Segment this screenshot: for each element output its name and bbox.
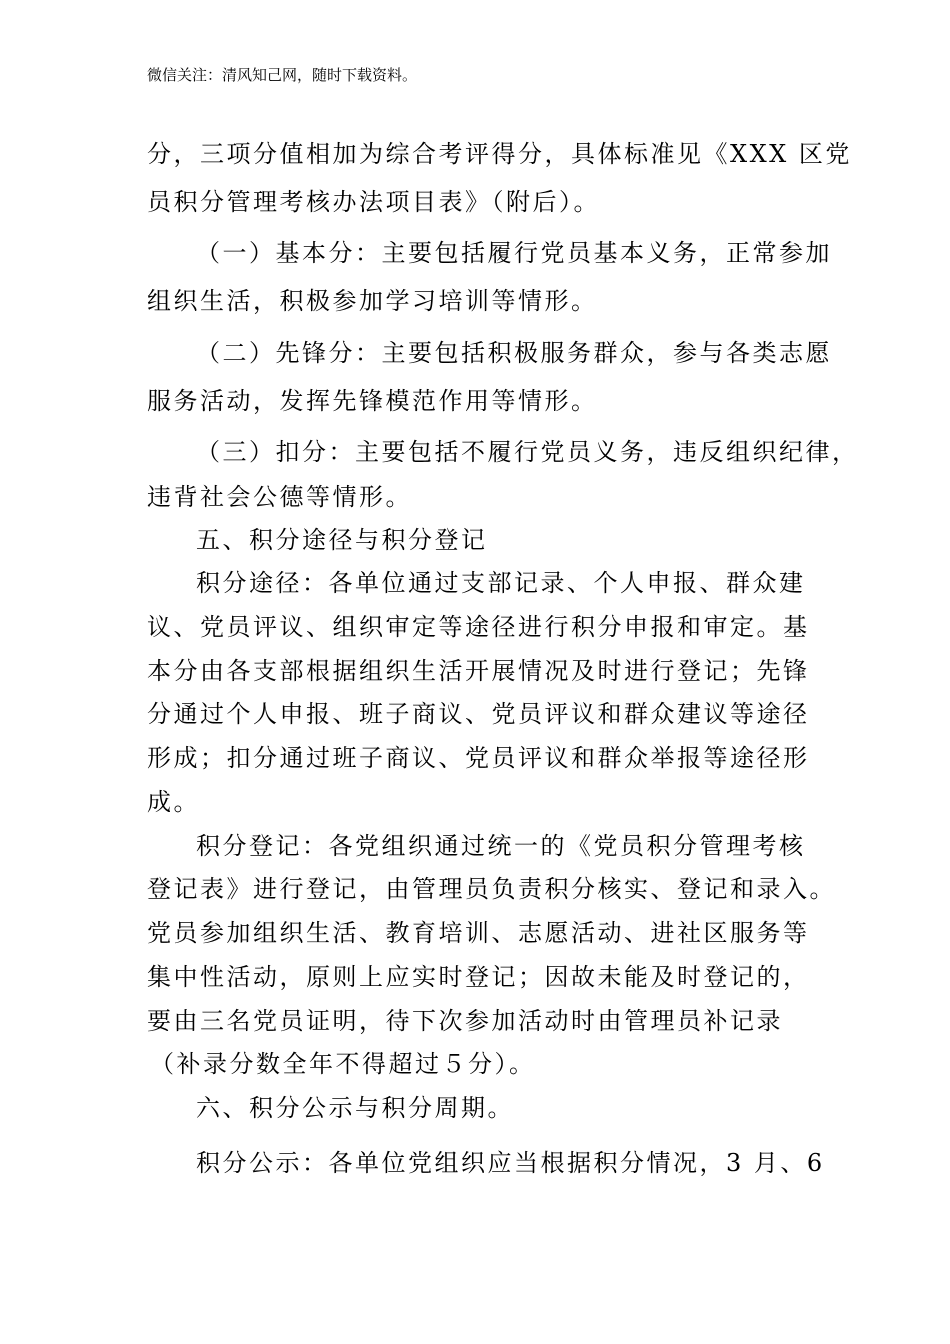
- page-header: 微信关注：清风知己网，随时下载资料。: [147, 66, 418, 84]
- text-line: 登记表》进行登记，由管理员负责积分核实、登记和录入。: [147, 875, 836, 903]
- section-heading: 六、积分公示与积分周期。: [196, 1094, 514, 1122]
- text-line: 违背社会公德等情形。: [147, 483, 412, 511]
- text-line: 成。: [147, 788, 200, 816]
- text-line: 议、党员评议、组织审定等途径进行积分申报和审定。基: [147, 613, 810, 641]
- section-heading: 五、积分途径与积分登记: [196, 526, 488, 554]
- text-line: 积分登记：各党组织通过统一的《党员积分管理考核: [196, 832, 806, 860]
- text-line: （补录分数全年不得超过５分）。: [150, 1050, 536, 1078]
- text-line: 员积分管理考核办法项目表》（附后）。: [147, 188, 600, 216]
- text-line: 党员参加组织生活、教育培训、志愿活动、进社区服务等: [147, 919, 810, 947]
- text-line: 本分由各支部根据组织生活开展情况及时进行登记；先锋: [147, 657, 810, 685]
- text-line: 形成；扣分通过班子商议、党员评议和群众举报等途径形: [147, 744, 810, 772]
- text-line: 积分途径：各单位通过支部记录、个人申报、群众建: [196, 569, 806, 597]
- text-line: 要由三名党员证明，待下次参加活动时由管理员补记录: [147, 1007, 783, 1035]
- text-line: 服务活动，发挥先锋模范作用等情形。: [147, 387, 598, 415]
- text-line: （一）基本分：主要包括履行党员基本义务，正常参加: [196, 239, 832, 267]
- text-line: 分，三项分值相加为综合考评得分，具体标准见《XXX 区党: [147, 140, 852, 168]
- text-line: 分通过个人申报、班子商议、党员评议和群众建议等途径: [147, 700, 810, 728]
- text-line: 积分公示：各单位党组织应当根据积分情况，3 月、6: [196, 1149, 825, 1177]
- text-line: 组织生活，积极参加学习培训等情形。: [147, 287, 598, 315]
- text-line: 集中性活动，原则上应实时登记；因故未能及时登记的，: [147, 963, 810, 991]
- text-line: （二）先锋分：主要包括积极服务群众，参与各类志愿: [196, 339, 832, 367]
- text-line: （三）扣分：主要包括不履行党员义务，违反组织纪律，: [196, 438, 859, 466]
